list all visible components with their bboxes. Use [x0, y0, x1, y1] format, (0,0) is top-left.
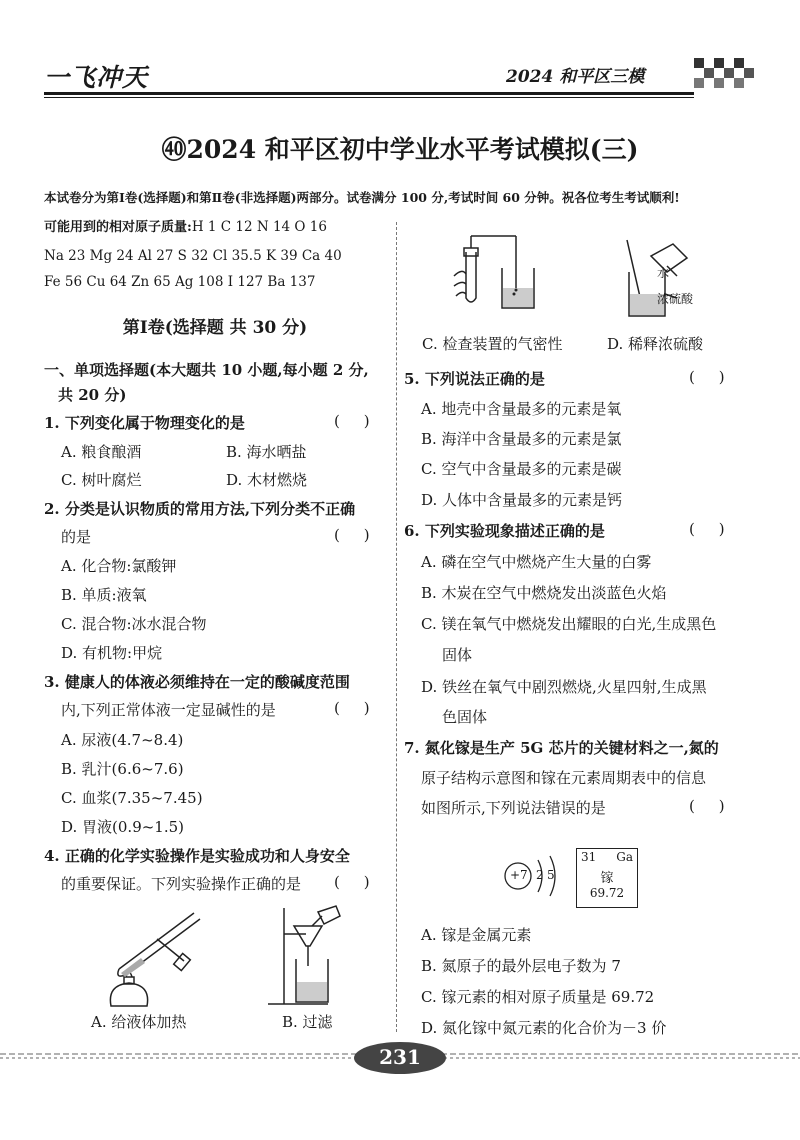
question-4-option-d: D. 稀释浓硫酸 [607, 335, 704, 353]
question-4-stem-cont: 的重要保证。下列实验操作正确的是 [61, 875, 302, 893]
question-2-option-c: C. 混合物:冰水混合物 [61, 615, 207, 633]
question-3-stem-cont: 内,下列正常体液一定显碱性的是 [61, 701, 276, 719]
acid-label: 浓硫酸 [657, 292, 694, 306]
answer-blank: ( ) [689, 368, 725, 386]
answer-blank: ( ) [334, 412, 370, 430]
atomic-number: 31 [581, 850, 597, 864]
exam-title: ㊵2024 和平区初中学业水平考试模拟(三) [161, 135, 639, 164]
gallium-table-cell [576, 848, 638, 908]
question-6-option-a: A. 磷在空气中燃烧产生大量的白雾 [421, 553, 652, 571]
question-6-option-d: D. 铁丝在氧气中剧烈燃烧,火星四射,生成黑 [421, 678, 707, 696]
question-4-stem: 4. 正确的化学实验操作是实验成功和人身安全 [44, 847, 350, 865]
atomic-mass-line-2: Na 23 Mg 24 Al 27 S 32 Cl 35.5 K 39 Ca 40 [44, 248, 342, 264]
question-4-option-b: B. 过滤 [282, 1013, 333, 1031]
question-5-option-b: B. 海洋中含量最多的元素是氯 [421, 430, 622, 448]
question-3-option-d: D. 胃液(0.9~1.5) [61, 818, 185, 836]
answer-blank: ( ) [689, 520, 725, 538]
question-6-option-b: B. 木炭在空气中燃烧发出淡蓝色火焰 [421, 584, 667, 602]
question-2-option-d: D. 有机物:甲烷 [61, 644, 163, 662]
question-6-option-c-cont: 固体 [442, 646, 473, 664]
shell-1-electrons: 2 [536, 868, 544, 882]
shell-2-electrons: 5 [547, 868, 555, 882]
question-3-stem: 3. 健康人的体液必须维持在一定的酸碱度范围 [44, 673, 350, 691]
question-2-option-b: B. 单质:液氧 [61, 586, 147, 604]
question-7-stem: 7. 氮化镓是生产 5G 芯片的关键材料之一,氮的 [404, 739, 719, 757]
exam-intro: 本试卷分为第Ⅰ卷(选择题)和第Ⅱ卷(非选择题)两部分。试卷满分 100 分,考试时间 60 分钟。祝各位考生考试顺利! [44, 190, 680, 205]
answer-blank: ( ) [334, 873, 370, 891]
question-1-option-a: A. 粮食酿酒 [61, 443, 142, 461]
atomic-mass-label: 可能用到的相对原子质量: [44, 220, 192, 235]
answer-blank: ( ) [689, 797, 725, 815]
question-2-option-a: A. 化合物:氯酸钾 [61, 557, 177, 575]
heating-liquid-diagram [99, 911, 219, 1006]
question-6-stem: 6. 下列实验现象描述正确的是 [404, 522, 605, 540]
question-1-option-b: B. 海水晒盐 [226, 443, 307, 461]
atomic-mass: 69.72 [589, 886, 625, 900]
question-1-option-c: C. 树叶腐烂 [61, 471, 142, 489]
question-7-option-a: A. 镓是金属元素 [421, 926, 532, 944]
atomic-mass-line-3: Fe 56 Cu 64 Zn 65 Ag 108 I 127 Ba 137 [44, 274, 316, 290]
question-5-option-a: A. 地壳中含量最多的元素是氧 [421, 400, 622, 418]
nucleus-charge: +7 [510, 868, 528, 882]
column-divider [396, 222, 397, 1032]
question-3-option-b: B. 乳汁(6.6~7.6) [61, 760, 184, 778]
exam-series-label: 2024 和平区三模 [506, 67, 645, 87]
question-2-stem-cont: 的是 [61, 528, 92, 546]
question-7-option-d: D. 氮化镓中氮元素的化合价为－3 价 [421, 1019, 667, 1037]
checker-decoration [694, 58, 754, 94]
question-7-option-c: C. 镓元素的相对原子质量是 69.72 [421, 988, 655, 1006]
header-rule [44, 92, 694, 95]
question-6-option-d-cont: 色固体 [442, 708, 488, 726]
water-label: 水 [657, 266, 670, 280]
question-7-stem-cont: 原子结构示意图和镓在元素周期表中的信息 [421, 769, 707, 787]
section-1-heading: 第Ⅰ卷(选择题 共 30 分) [122, 318, 308, 338]
header-rule-thin [44, 97, 694, 98]
question-1-stem: 1. 下列变化属于物理变化的是 [44, 414, 245, 432]
page-number: 231 [379, 1045, 421, 1069]
filtration-diagram [266, 904, 356, 1009]
question-7-stem-cont-2: 如图所示,下列说法错误的是 [421, 799, 606, 817]
answer-blank: ( ) [334, 526, 370, 544]
question-1-option-d: D. 木材燃烧 [226, 471, 308, 489]
question-5-option-d: D. 人体中含量最多的元素是钙 [421, 491, 623, 509]
question-3-option-a: A. 尿液(4.7~8.4) [61, 731, 184, 749]
question-7-option-b: B. 氮原子的最外层电子数为 7 [421, 957, 621, 975]
element-name: 镓 [600, 871, 614, 886]
brand-logo: 一飞冲天 [44, 63, 149, 92]
question-6-option-c: C. 镁在氧气中燃烧发出耀眼的白光,生成黑色 [421, 615, 717, 633]
element-symbol: Ga [616, 850, 633, 864]
question-3-option-c: C. 血浆(7.35~7.45) [61, 789, 203, 807]
question-2-stem: 2. 分类是认识物质的常用方法,下列分类不正确 [44, 500, 356, 518]
part-1-heading-cont: 共 20 分) [58, 386, 127, 404]
question-4-option-a: A. 给液体加热 [91, 1013, 187, 1031]
answer-blank: ( ) [334, 699, 370, 717]
part-1-heading: 一、单项选择题(本大题共 10 小题,每小题 2 分, [44, 361, 369, 379]
atomic-mass-line-1 [44, 216, 327, 235]
airtightness-check-diagram [452, 228, 562, 318]
question-5-option-c: C. 空气中含量最多的元素是碳 [421, 460, 622, 478]
question-5-stem: 5. 下列说法正确的是 [404, 370, 545, 388]
atomic-mass-values-1: H 1 C 12 N 14 O 16 [191, 219, 327, 235]
question-4-option-c: C. 检查装置的气密性 [422, 335, 563, 353]
